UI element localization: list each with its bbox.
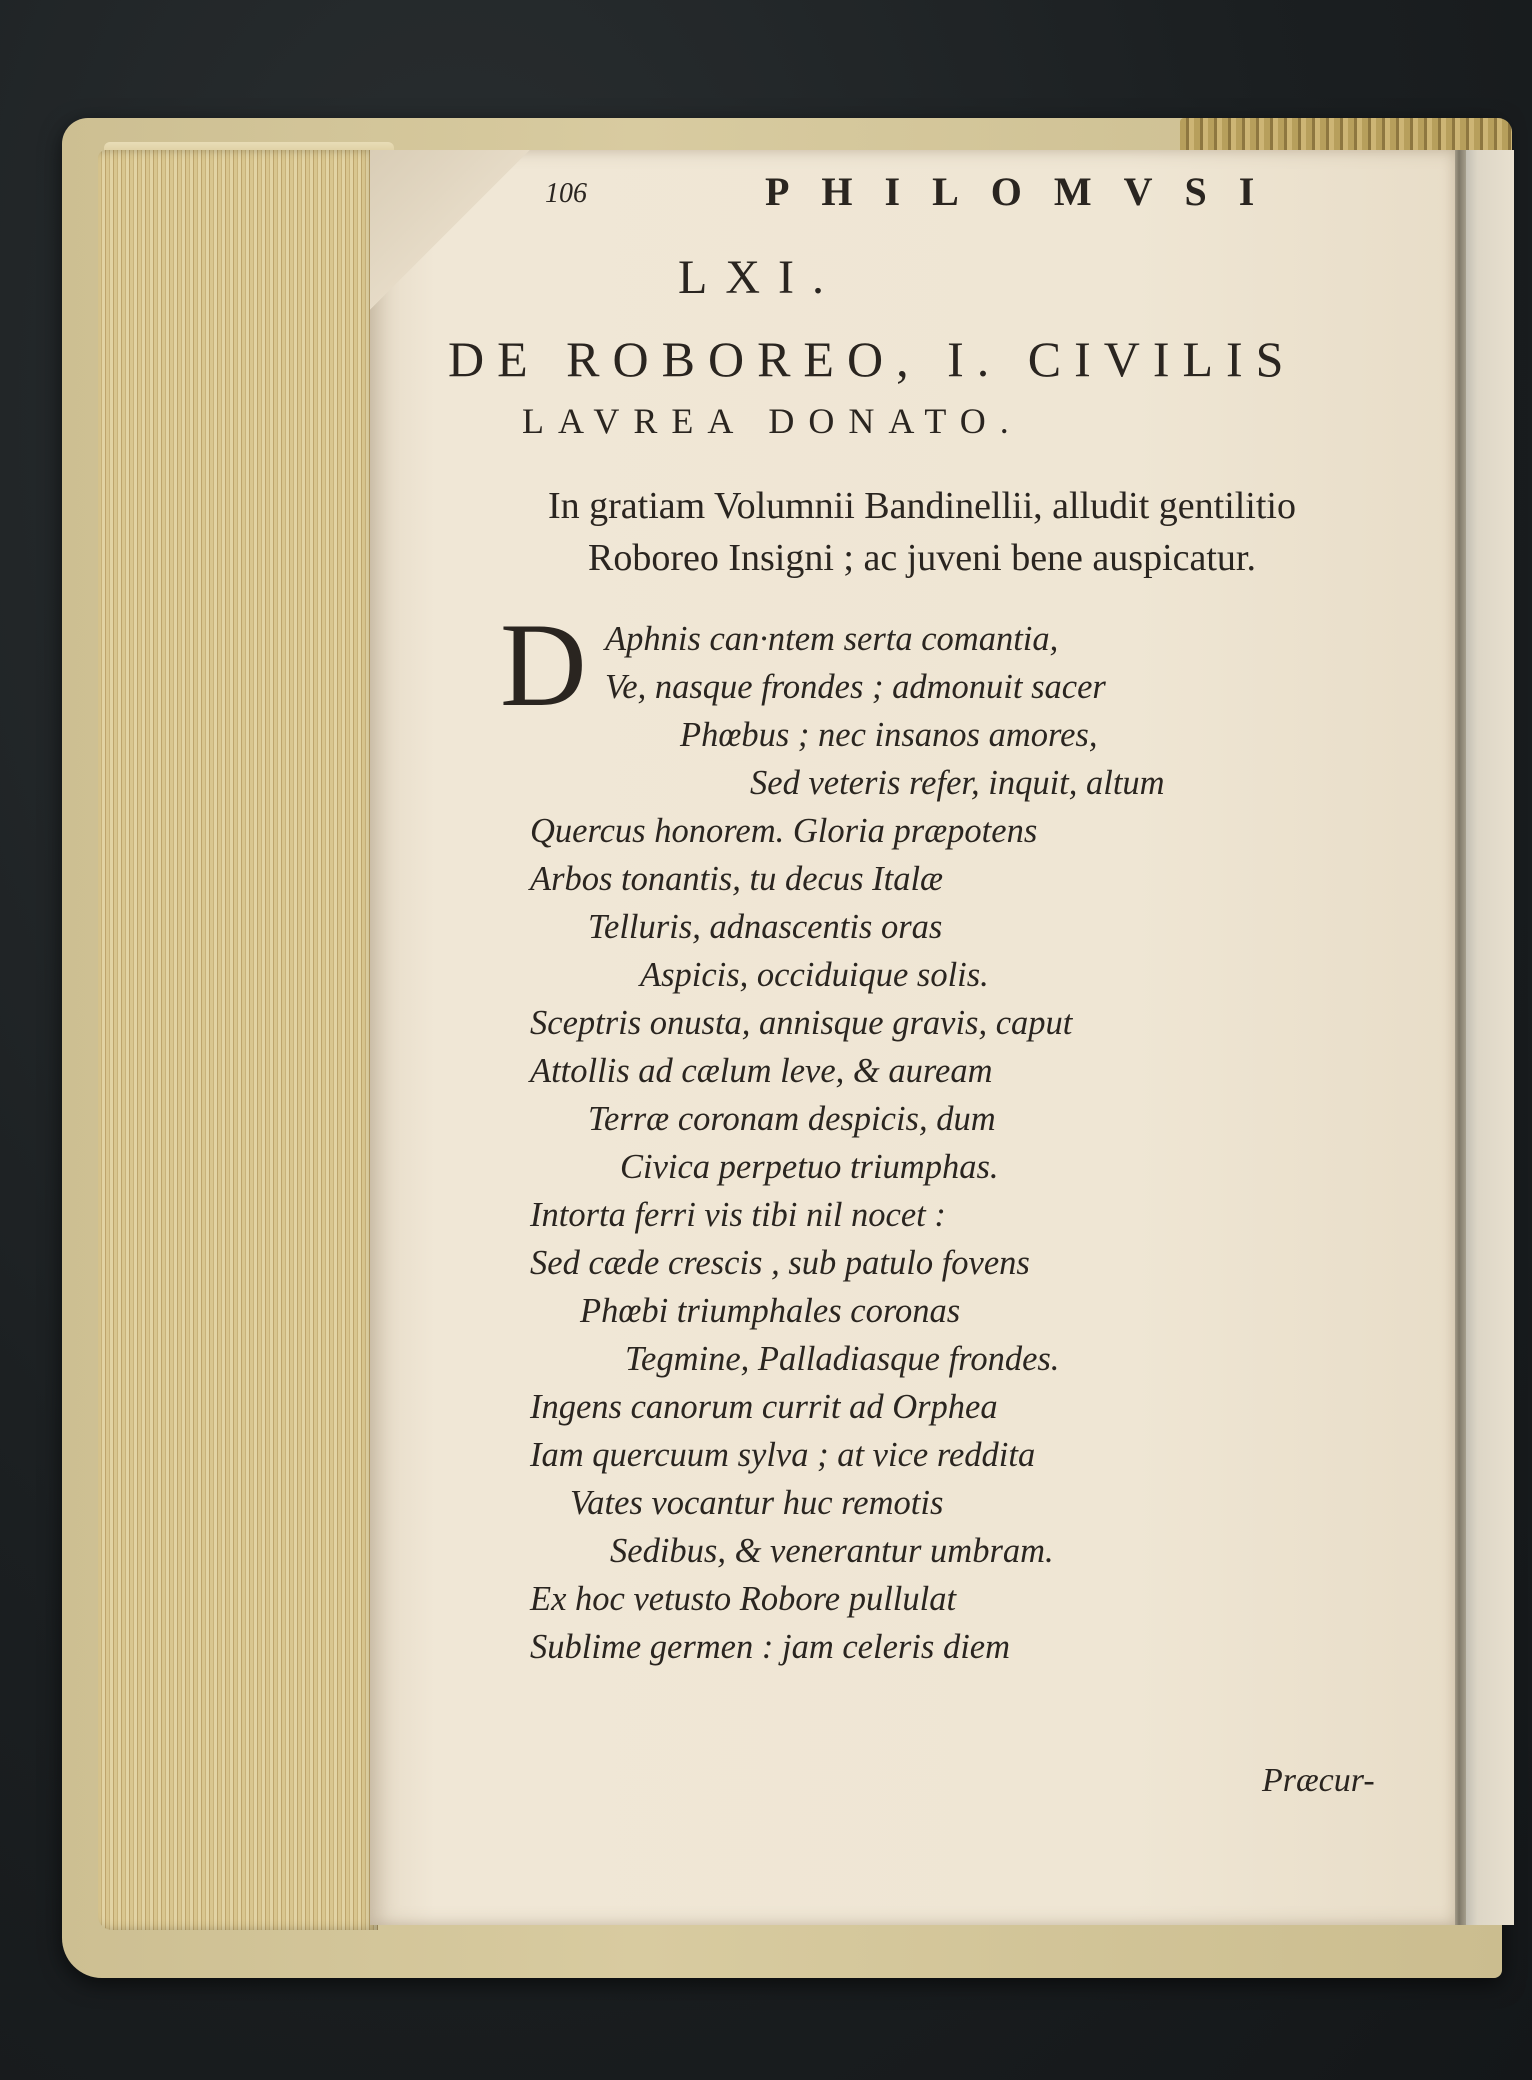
page-corner-fold — [370, 150, 530, 310]
dedication-line-2: Roboreo Insigni ; ac juveni bene auspicatur. — [588, 537, 1256, 579]
verse-line: Sublime germen : jam celeris diem — [530, 1628, 1011, 1666]
verse-line: Terræ coronam despicis, dum — [588, 1100, 996, 1138]
verse-line: Attollis ad cælum leve, & auream — [530, 1052, 993, 1090]
poem-title-line-1: DE ROBOREO, I. CIVILIS — [448, 331, 1297, 387]
verse-line: Ingens canorum currit ad Orphea — [530, 1388, 998, 1426]
dedication-line-1: In gratiam Volumnii Bandinellii, alludit gentilitio — [548, 485, 1296, 527]
poem-title-line-2: LAVREA DONATO. — [522, 401, 1023, 441]
catchword: Præcur- — [1262, 1762, 1375, 1799]
verse-line: Intorta ferri vis tibi nil nocet : — [530, 1196, 946, 1234]
verse-line: Phœbi triumphales coronas — [580, 1292, 961, 1330]
verse-line: Arbos tonantis, tu decus Italæ — [530, 860, 944, 898]
verse-line: Tegmine, Palladiasque frondes. — [625, 1340, 1060, 1378]
dedication — [502, 480, 1342, 584]
verse-line: Vates vocantur huc remotis — [570, 1484, 944, 1522]
printed-page — [370, 150, 1455, 1925]
verse-line: Aspicis, occiduique solis. — [640, 956, 989, 994]
verse-line: Telluris, adnascentis oras — [588, 908, 943, 946]
verse-line: Sed veteris refer, inquit, altum — [750, 764, 1165, 802]
verse-line: Quercus honorem. Gloria præpotens — [530, 812, 1038, 850]
verse-line: Civica perpetuo triumphas. — [620, 1148, 999, 1186]
verse-line: Phœbus ; nec insanos amores, — [680, 716, 1098, 754]
running-head-title: PHILOMVSI — [765, 169, 1287, 214]
verse-line: Sed cæde crescis , sub patulo fovens — [530, 1244, 1030, 1282]
facing-page-sliver — [1462, 150, 1514, 1925]
page-number: 106 — [545, 178, 587, 209]
verse-line: Iam quercuum sylva ; at vice reddita — [530, 1436, 1036, 1474]
verse-line: Ve, nasque frondes ; admonuit sacer — [605, 668, 1106, 706]
verse-line: Aphnis can·ntem serta comantia, — [605, 620, 1059, 658]
poem-number: LXI. — [678, 251, 842, 304]
stacked-page-edges — [98, 150, 378, 1930]
verse-line: Sceptris onusta, annisque gravis, caput — [530, 1004, 1073, 1042]
headband-cord — [1180, 118, 1512, 154]
verse-line: Sedibus, & venerantur umbram. — [610, 1532, 1054, 1570]
verse-line: Ex hoc vetusto Robore pullulat — [530, 1580, 957, 1618]
drop-cap: D — [500, 598, 587, 731]
